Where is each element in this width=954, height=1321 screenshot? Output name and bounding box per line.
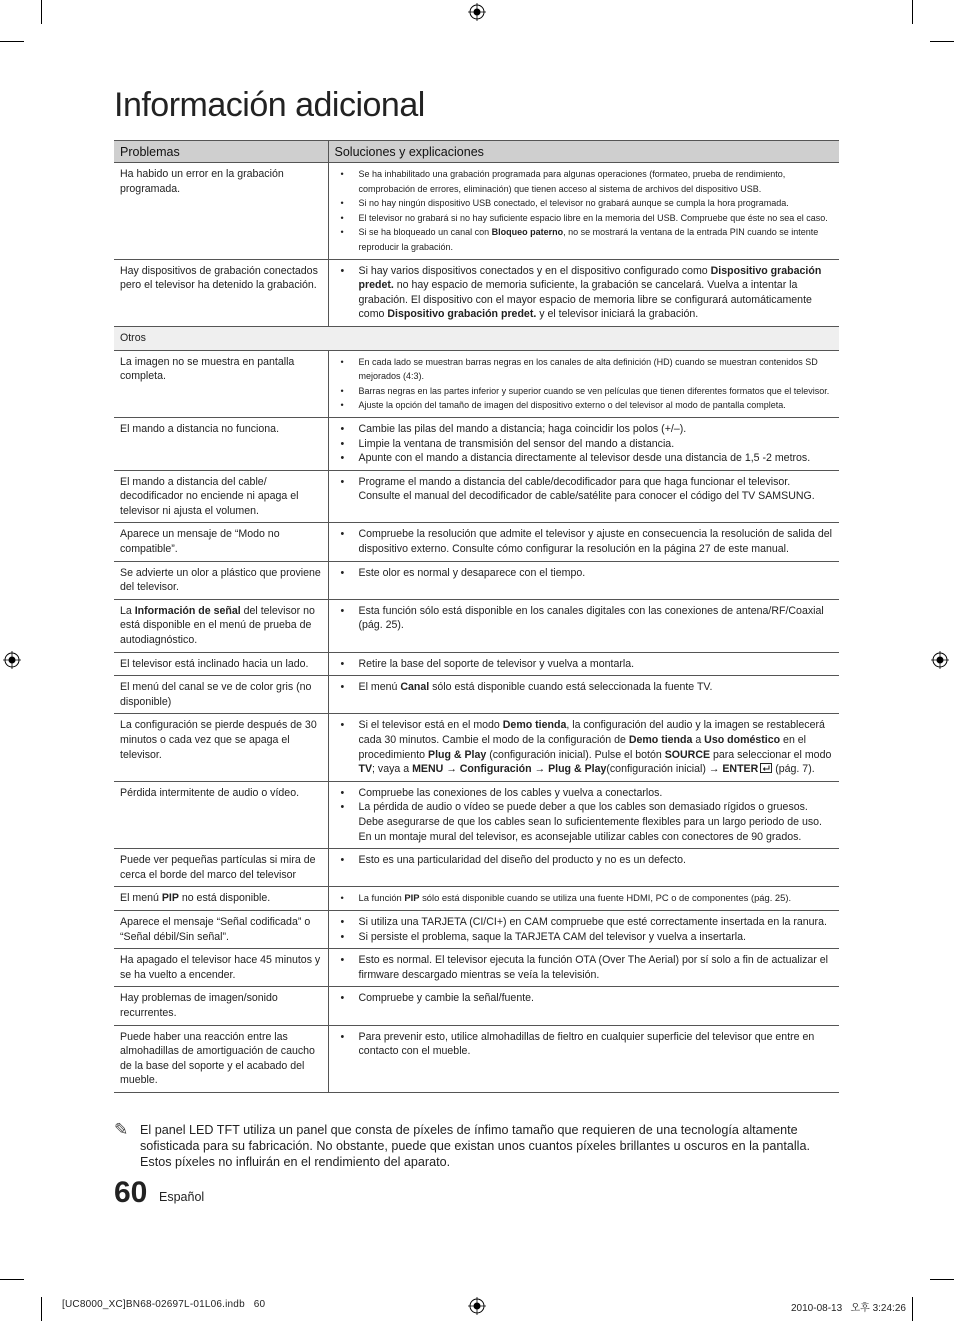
- solution-cell: [328, 652, 839, 676]
- problem-cell: El menú PIP no está disponible.: [114, 887, 328, 911]
- problem-cell: Pérdida intermitente de audio o vídeo.: [114, 781, 328, 848]
- table-row: [114, 781, 839, 848]
- solution-cell: [328, 849, 839, 887]
- solution-cell: [328, 470, 839, 523]
- problem-cell: Hay problemas de imagen/sonido recurrentes.: [114, 987, 328, 1025]
- problem-cell: La Información de señal del televisor no está disponible en el menú de prueba de autodiagnóstico.: [114, 599, 328, 652]
- solution-item: • Barras negras en las partes inferior y superior cuando se ven películas que tienen diferentes formatos que el televisor.: [341, 384, 834, 399]
- header-problems: Problemas: [114, 141, 328, 163]
- solution-item: • Si persiste el problema, saque la TARJETA CAM del televisor y vuelva a insertarla.: [341, 930, 834, 945]
- registration-mark-icon: [3, 651, 21, 669]
- table-row: [114, 350, 839, 417]
- pencil-icon: ✎: [114, 1120, 129, 1139]
- solution-cell: [328, 599, 839, 652]
- solution-item: • Compruebe y cambie la señal/fuente.: [341, 991, 834, 1006]
- table-header-row: [114, 141, 839, 163]
- table-row: [114, 676, 839, 714]
- solution-item: • Si hay varios dispositivos conectados y en el dispositivo configurado como Dispositivo grabación predet. no hay espacio de memoria suficiente, la grabación se cancelará. Vuelva a intentar la grabación. El dispositivo con el mayor espacio de memoria libre se configurará automáticamente como Dispositivo grabación predet. y el televisor iniciará la grabación.: [341, 264, 834, 322]
- page-number: 60: [114, 1176, 148, 1209]
- table-row: [114, 470, 839, 523]
- solution-item: • Limpie la ventana de transmisión del sensor del mando a distancia.: [341, 437, 834, 452]
- solution-item: • Para prevenir esto, utilice almohadillas de fieltro en cualquier superficie del televisor que entre en contacto con el mueble.: [341, 1030, 834, 1059]
- table-row: [114, 523, 839, 561]
- solution-item: • Apunte con el mando a distancia directamente al televisor desde una distancia de 1,5 -2 metros.: [341, 451, 834, 466]
- table-row: [114, 561, 839, 599]
- solution-cell: [328, 781, 839, 848]
- registration-mark-icon: [931, 651, 949, 669]
- solution-item: • Si no hay ningún dispositivo USB conectado, el televisor no grabará aunque se cumpla la hora programada.: [341, 196, 834, 211]
- problem-cell: Ha apagado el televisor hace 45 minutos y se ha vuelto a encender.: [114, 949, 328, 987]
- solution-item: • Esto es normal. El televisor ejecuta la función OTA (Over The Aerial) por sí solo a fin de actualizar el firmware descargado mientras se veía la televisión.: [341, 953, 834, 982]
- footnote: [114, 1122, 840, 1170]
- solution-item: • En cada lado se muestran barras negras en los canales de alta definición (HD) cuando se muestran contenidos SD mejorados (4:3).: [341, 355, 834, 384]
- crop-mark: [912, 0, 913, 24]
- crop-mark: [912, 1297, 913, 1321]
- table-row: [114, 417, 839, 470]
- problem-cell: Ha habido un error en la grabación programada.: [114, 163, 328, 260]
- solution-item: • Este olor es normal y desaparece con el tiempo.: [341, 566, 834, 581]
- solution-cell: [328, 417, 839, 470]
- problem-cell: La imagen no se muestra en pantalla completa.: [114, 350, 328, 417]
- solution-cell: [328, 1025, 839, 1092]
- solution-item: • La pérdida de audio o vídeo se puede deber a que los cables son demasiado rígidos o gruesos. Debe asegurarse de que los cables sean lo suficientemente flexibles para un largo periodo de uso. En un montaje mural del televisor, es aconsejable utilizar cables con conectores de 90 grados.: [341, 800, 834, 844]
- table-row: [114, 259, 839, 326]
- solution-item: • El televisor no grabará si no hay suficiente espacio libre en la memoria del USB. Compruebe que éste no sea el caso.: [341, 211, 834, 226]
- solution-item: • Si se ha bloqueado un canal con Bloqueo paterno, no se mostrará la ventana de la entrada PIN cuando se intente reproducir la grabación.: [341, 225, 834, 254]
- crop-mark: [0, 1279, 24, 1280]
- solution-item: • Ajuste la opción del tamaño de imagen del dispositivo externo o del televisor al modo de pantalla completa.: [341, 398, 834, 413]
- problem-cell: El mando a distancia no funciona.: [114, 417, 328, 470]
- problem-cell: El televisor está inclinado hacia un lado.: [114, 652, 328, 676]
- header-solutions: Soluciones y explicaciones: [328, 141, 839, 163]
- table-row: [114, 987, 839, 1025]
- solution-cell: [328, 949, 839, 987]
- problem-cell: La configuración se pierde después de 30 minutos o cada vez que se apaga el televisor.: [114, 714, 328, 781]
- troubleshooting-table: [114, 140, 839, 1093]
- solution-cell: [328, 987, 839, 1025]
- crop-mark: [930, 41, 954, 42]
- crop-mark: [41, 0, 42, 24]
- page-title: Información adicional: [114, 86, 425, 124]
- table-row: [114, 849, 839, 887]
- problem-cell: Aparece el mensaje “Señal codificada” o “Señal débil/Sin señal”.: [114, 910, 328, 948]
- solution-item: • Se ha inhabilitado una grabación programada para algunas operaciones (formateo, prueba de rendimiento, comprobación de errores, eliminación) que tienen acceso al sistema de archivos del dispositivo USB.: [341, 167, 834, 196]
- solution-item: • Esta función sólo está disponible en los canales digitales con las conexiones de antena/RF/Coaxial (pág. 25).: [341, 604, 834, 633]
- footnote-text: El panel LED TFT utiliza un panel que consta de píxeles de ínfimo tamaño que requieren de una tecnología altamente sofisticada para su fabricación. No obstante, puede que existan unos cuantos píxeles brillantes u oscuros en la pantalla. Estos píxeles no influirán en el rendimiento del aparato.: [140, 1123, 810, 1169]
- solution-item: • Si el televisor está en el modo Demo tienda, la configuración del audio y la imagen se restablecerá cada 30 minutos. Cambie el modo de la configuración de Demo tienda a Uso doméstico en el procedimiento Plug & Play (configuración inicial). Pulse el botón SOURCE para seleccionar el modo TV; vaya a MENU → Configuración → Plug & Play(configuración inicial) → ENTER (pág. 7).: [341, 718, 834, 776]
- solution-item: • Esto es una particularidad del diseño del producto y no es un defecto.: [341, 853, 834, 868]
- solution-cell: [328, 887, 839, 911]
- enter-key-icon: [760, 763, 772, 773]
- solution-cell: [328, 350, 839, 417]
- table-row: [114, 887, 839, 911]
- table-row: [114, 163, 839, 260]
- solution-item: • Cambie las pilas del mando a distancia; haga coincidir los polos (+/–).: [341, 422, 834, 437]
- solution-item: • Compruebe las conexiones de los cables y vuelva a conectarlos.: [341, 786, 834, 801]
- crop-mark: [0, 41, 24, 42]
- table-row: [114, 1025, 839, 1092]
- solution-item: • Compruebe la resolución que admite el televisor y ajuste en consecuencia la resolución de salida del dispositivo externo. Consulte cómo configurar la resolución en la página 27 de este manual.: [341, 527, 834, 556]
- problem-cell: Se advierte un olor a plástico que proviene del televisor.: [114, 561, 328, 599]
- solution-cell: [328, 714, 839, 781]
- problem-cell: El menú del canal se ve de color gris (no disponible): [114, 676, 328, 714]
- crop-mark: [41, 1297, 42, 1321]
- solution-cell: [328, 259, 839, 326]
- solution-cell: [328, 676, 839, 714]
- table-row: [114, 949, 839, 987]
- print-slug-file: [UC8000_XC]BN68-02697L-01L06.indb 60: [62, 1299, 266, 1310]
- problem-cell: Aparece un mensaje de “Modo no compatible”.: [114, 523, 328, 561]
- solution-cell: [328, 561, 839, 599]
- table-row: [114, 652, 839, 676]
- problem-cell: Hay dispositivos de grabación conectados pero el televisor ha detenido la grabación.: [114, 259, 328, 326]
- solution-item: • Retire la base del soporte de televisor y vuelva a montarla.: [341, 657, 834, 672]
- table-row: [114, 599, 839, 652]
- problem-cell: Puede ver pequeñas partículas si mira de cerca el borde del marco del televisor: [114, 849, 328, 887]
- crop-mark: [930, 1279, 954, 1280]
- problem-cell: Puede haber una reacción entre las almohadillas de amortiguación de caucho de la base del soporte y el acabado del mueble.: [114, 1025, 328, 1092]
- solution-cell: [328, 523, 839, 561]
- solution-cell: [328, 910, 839, 948]
- table-row: [114, 714, 839, 781]
- section-label: Otros: [114, 326, 839, 350]
- print-slug-date: 2010-08-13 오후 3:24:26: [791, 1303, 906, 1314]
- solution-item: • Programe el mando a distancia del cable/decodificador para que haga funcionar el televisor. Consulte el manual del decodificador de cable/satélite para conocer el código del TV SAMSUNG.: [341, 475, 834, 504]
- solution-item: • Si utiliza una TARJETA (CI/CI+) en CAM compruebe que esté correctamente insertada en la ranura.: [341, 915, 834, 930]
- solution-item: • La función PIP sólo está disponible cuando se utiliza una fuente HDMI, PC o de componentes (pág. 25).: [341, 891, 834, 906]
- table-row: [114, 910, 839, 948]
- registration-mark-icon: [468, 3, 486, 21]
- solution-cell: [328, 163, 839, 260]
- problem-cell: El mando a distancia del cable/ decodificador no enciende ni apaga el televisor ni ajusta el volumen.: [114, 470, 328, 523]
- registration-mark-icon: [468, 1297, 486, 1315]
- page-language: Español: [159, 1190, 205, 1204]
- section-row-otros: [114, 326, 839, 350]
- solution-item: • El menú Canal sólo está disponible cuando está seleccionada la fuente TV.: [341, 680, 834, 695]
